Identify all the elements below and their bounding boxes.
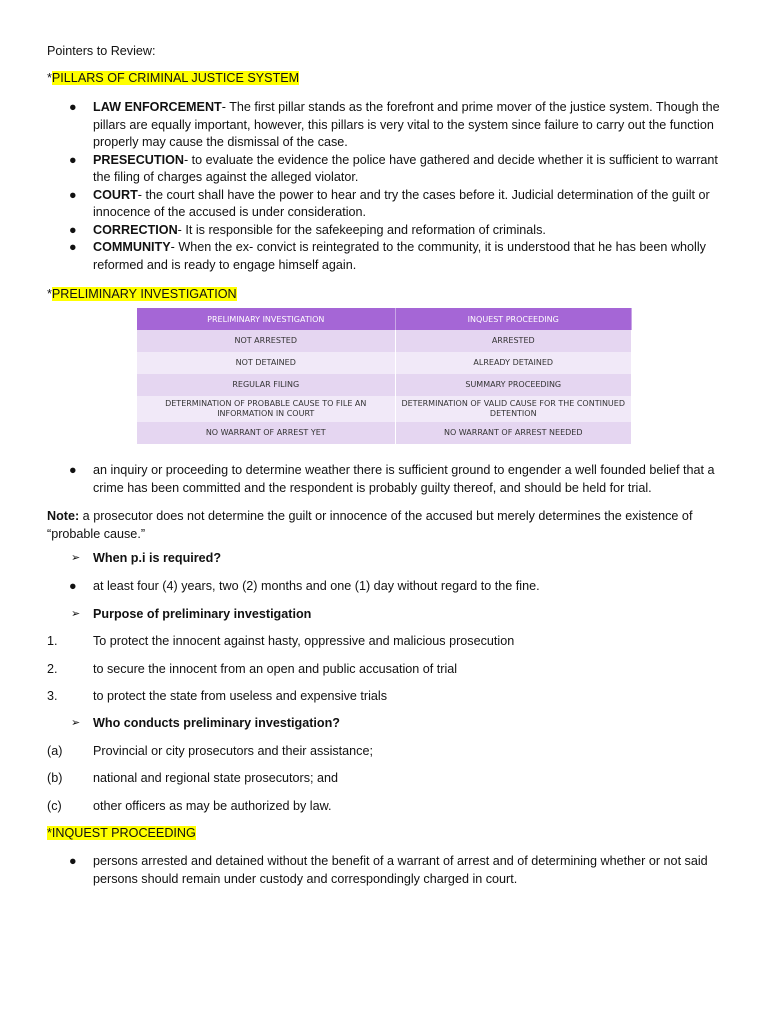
inquest-title: *INQUEST PROCEEDING — [47, 826, 196, 840]
bullet-icon: ● — [69, 463, 77, 477]
list-item: ● COURT- the court shall have the power to hear and try the cases before it. Judicial determination of the guilt or innocence of the accused is under consideration. — [69, 187, 710, 219]
pillars-heading: *PILLARS OF CRIMINAL JUSTICE SYSTEM — [47, 71, 300, 85]
inquest-list — [47, 853, 721, 888]
table-cell: NOT ARRESTED — [137, 330, 395, 352]
table-cell: NO WARRANT OF ARREST YET — [137, 422, 395, 444]
table-cell: REGULAR FILING — [137, 374, 395, 396]
list-item: ● persons arrested and detained without the benefit of a warrant of arrest and of determining whether or not said persons should remain under custody and correspondingly charged in court. — [69, 854, 708, 886]
arrow-bullet-icon: ➢ — [71, 717, 81, 729]
table-cell: ALREADY DETAINED — [395, 352, 632, 374]
table-cell: NOT DETAINED — [137, 352, 395, 374]
pillars-list — [47, 99, 721, 274]
bullet-icon: ● — [69, 187, 77, 202]
inquest-heading — [47, 826, 196, 840]
bullet-icon: ● — [69, 100, 77, 114]
table-cell: DETERMINATION OF PROBABLE CAUSE TO FILE AN INFORMATION IN COURT — [137, 396, 395, 422]
page-heading: Pointers to Review: — [47, 44, 156, 58]
pillars-title: PILLARS OF CRIMINAL JUSTICE SYSTEM — [51, 71, 300, 85]
bullet-icon: ● — [69, 854, 77, 868]
prelim-heading: *PRELIMINARY INVESTIGATION — [47, 287, 237, 301]
table-cell: SUMMARY PROCEEDING — [395, 374, 632, 396]
list-item: ● LAW ENFORCEMENT- The first pillar stands as the forefront and prime mover of the justice system. Though the pillars are equally important, however, this pillars is very vital to the system since failure to carry out the function properly may cause the dismissal of the case. — [69, 100, 720, 149]
table-row — [137, 396, 632, 422]
list-item: ● CORRECTION- It is responsible for the safekeeping and reformation of criminals. — [47, 222, 721, 240]
list-item: ● PRESECUTION- to evaluate the evidence the police have gathered and decide whether it is sufficient to warrant the filing of charges against the alleged violator. — [69, 152, 718, 184]
prelim-definition — [47, 462, 721, 497]
table-cell: DETERMINATION OF VALID CAUSE FOR THE CONTINUED DETENTION — [395, 396, 632, 422]
table-row — [137, 352, 632, 374]
note-paragraph: Note: a prosecutor does not determine the guilt or innocence of the accused but merely determines the existence of “probable cause.” — [47, 509, 693, 541]
table-header: INQUEST PROCEEDING — [395, 308, 632, 330]
arrow-bullet-icon: ➢ — [71, 608, 81, 620]
table-cell: ARRESTED — [395, 330, 632, 352]
arrow-bullet-icon: ➢ — [71, 552, 81, 564]
table-header-row — [137, 308, 632, 330]
table-cell: NO WARRANT OF ARREST NEEDED — [395, 422, 632, 444]
table-row — [137, 422, 632, 444]
bullet-icon: ● — [69, 152, 77, 167]
comparison-table — [137, 308, 632, 444]
list-item: ● COMMUNITY- When the ex- convict is reintegrated to the community, it is understood that he has been wholly reformed and is ready to engage himself again. — [69, 240, 706, 272]
prelim-title: PRELIMINARY INVESTIGATION — [51, 287, 237, 301]
list-item: ● an inquiry or proceeding to determine weather there is sufficient ground to engender a well founded belief that a crime has been committed and the respondent is probably guilty thereof, and should be held for trial. — [69, 463, 715, 495]
table-row — [137, 330, 632, 352]
bullet-icon: ● — [69, 222, 77, 237]
bullet-icon: ● — [69, 240, 77, 254]
table-header: PRELIMINARY INVESTIGATION — [137, 308, 395, 330]
table-row — [137, 374, 632, 396]
bullet-icon: ● — [69, 579, 77, 593]
